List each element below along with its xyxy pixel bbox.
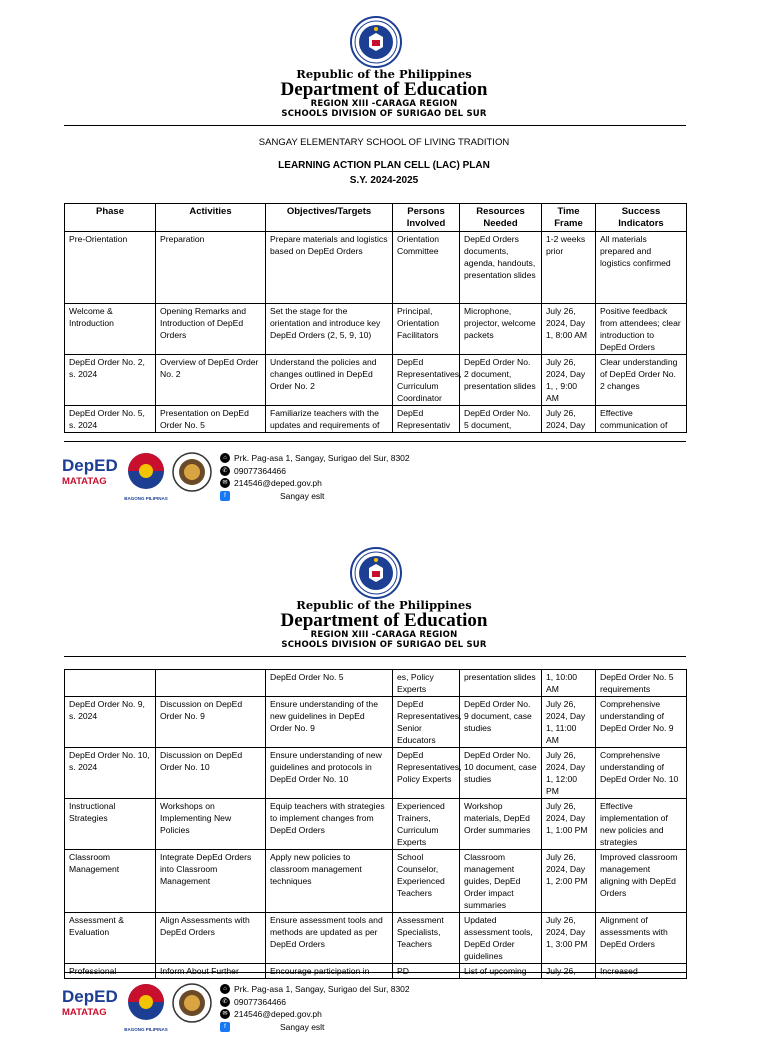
- table-cell: Preparation: [156, 232, 266, 304]
- footer: [60, 979, 700, 1049]
- facebook-icon: f: [220, 1022, 230, 1032]
- deped-logo: DepED MATATAG: [62, 456, 118, 487]
- table-cell: Experienced Trainers, Curriculum Experts: [393, 799, 460, 850]
- facebook-icon: f: [220, 491, 230, 501]
- address-text: Prk. Pag-asa 1, Sangay, Surigao del Sur, 8302: [234, 984, 410, 994]
- lac-plan-table: [64, 203, 687, 433]
- table-row: [65, 799, 687, 850]
- table-cell: Encourage participation in: [266, 964, 393, 979]
- header-republic: Republic of the Philippines: [296, 598, 472, 612]
- school-name: SANGAY ELEMENTARY SCHOOL OF LIVING TRADITION: [258, 137, 510, 148]
- header-region: REGION XIII -CARAGA REGION: [310, 630, 458, 640]
- contact-info: [220, 983, 410, 1033]
- table-cell: Discussion on DepEd Order No. 10: [156, 748, 266, 799]
- table-cell: DepEd Order No. 5: [266, 670, 393, 697]
- bagong-pilipinas-emblem-icon: [124, 451, 168, 491]
- table-cell: Improved classroom management aligning with DepEd Orders: [596, 850, 687, 913]
- email-text: 214546@deped.gov.ph: [234, 1009, 322, 1019]
- table-cell: July 26, 2024, Day 1, 12:00 PM: [542, 748, 596, 799]
- table-cell: Pre-Orientation: [65, 232, 156, 304]
- table-cell: PD: [393, 964, 460, 979]
- document-title: LEARNING ACTION PLAN CELL (LAC) PLAN: [278, 160, 490, 171]
- table-row: [65, 232, 687, 304]
- table-cell: July 26, 2024, Day 1, , 9:00 AM: [542, 355, 596, 406]
- deped-logo: DepED MATATAG: [62, 987, 118, 1018]
- table-cell: Effective communication of: [596, 406, 687, 433]
- table-cell: DepEd Orders documents, agenda, handouts, presentation slides: [460, 232, 542, 304]
- phone-text: 09077364466: [234, 465, 287, 476]
- header-republic: Republic of the Philippines: [296, 67, 472, 81]
- table-cell: Opening Remarks and Introduction of DepEd Orders: [156, 304, 266, 355]
- table-cell: Understand the policies and changes outlined in DepEd Order No. 2: [266, 355, 393, 406]
- table-cell: DepEd Representatives, Curriculum Coordinator: [393, 355, 460, 406]
- table-cell: Ensure assessment tools and methods are updated as per DepEd Orders: [266, 913, 393, 964]
- facebook-text: Sangay eslt: [280, 490, 325, 501]
- table-cell: Inform About Further: [156, 964, 266, 979]
- table-cell: Ensure understanding of new guidelines and protocols in DepEd Order No. 10: [266, 748, 393, 799]
- table-cell: Assessment & Evaluation: [65, 913, 156, 964]
- table-cell: Assessment Specialists, Teachers: [393, 913, 460, 964]
- table-cell: es, Policy Experts: [393, 670, 460, 697]
- table-cell: [156, 670, 266, 697]
- deped-seal-icon: [350, 547, 402, 599]
- table-row: [65, 304, 687, 355]
- table-cell: DepEd Order No. 2, s. 2024: [65, 355, 156, 406]
- column-header: Phase: [65, 204, 156, 232]
- column-header: Time Frame: [542, 204, 596, 232]
- table-cell: Discussion on DepEd Order No. 9: [156, 697, 266, 748]
- table-cell: Comprehensive understanding of DepEd Order No. 9: [596, 697, 687, 748]
- table-header-row: [65, 204, 687, 232]
- school-seal-icon: [172, 452, 212, 492]
- location-icon: ⌂: [220, 453, 230, 463]
- table-cell: All materials prepared and logistics confirmed: [596, 232, 687, 304]
- lac-plan-table-continued: [64, 669, 687, 979]
- table-cell: DepEd Order No. 5 requirements: [596, 670, 687, 697]
- table-cell: Familiarize teachers with the updates and requirements of: [266, 406, 393, 433]
- table-cell: DepEd Order No. 2 document, presentation slides: [460, 355, 542, 406]
- table-cell: July 26, 2024, Day 1, 8:00 AM: [542, 304, 596, 355]
- table-cell: July 26, 2024, Day 1, 11:00 AM: [542, 697, 596, 748]
- email-icon: ✉: [220, 478, 230, 488]
- phone-icon: ✆: [220, 997, 230, 1007]
- phone-icon: ✆: [220, 466, 230, 476]
- bagong-pilipinas-emblem-icon: [124, 982, 168, 1022]
- table-cell: Workshops on Implementing New Policies: [156, 799, 266, 850]
- footer: [60, 448, 700, 518]
- table-cell: Workshop materials, DepEd Order summaries: [460, 799, 542, 850]
- table-cell: Equip teachers with strategies to implement changes from DepEd Orders: [266, 799, 393, 850]
- table-cell: July 26, 2024, Day 1, 2:00 PM: [542, 850, 596, 913]
- table-row: [65, 964, 687, 979]
- table-cell: Apply new policies to classroom management techniques: [266, 850, 393, 913]
- footer-rule: [64, 441, 686, 442]
- location-icon: ⌂: [220, 984, 230, 994]
- table-cell: DepEd Order No. 10, s. 2024: [65, 748, 156, 799]
- table-cell: DepEd Representatives, Senior Educators: [393, 697, 460, 748]
- column-header: Resources Needed: [460, 204, 542, 232]
- table-cell: Updated assessment tools, DepEd Order guidelines: [460, 913, 542, 964]
- table-cell: List of upcoming: [460, 964, 542, 979]
- table-cell: DepEd Order No. 9 document, case studies: [460, 697, 542, 748]
- column-header: Success Indicators: [596, 204, 687, 232]
- table-cell: Prepare materials and logistics based on DepEd Orders: [266, 232, 393, 304]
- table-cell: Classroom management guides, DepEd Order impact summaries: [460, 850, 542, 913]
- school-seal-icon: [172, 983, 212, 1023]
- table-row: [65, 355, 687, 406]
- table-cell: Effective implementation of new policies and strategies: [596, 799, 687, 850]
- header-rule: [64, 125, 686, 126]
- table-cell: Integrate DepEd Orders into Classroom Management: [156, 850, 266, 913]
- table-row: [65, 850, 687, 913]
- table-cell: July 26, 2024, Day 1, 1:00 PM: [542, 799, 596, 850]
- header-division: SCHOOLS DIVISION OF SURIGAO DEL SUR: [281, 640, 487, 650]
- table-cell: Clear understanding of DepEd Order No. 2 changes: [596, 355, 687, 406]
- table-cell: Microphone, projector, welcome packets: [460, 304, 542, 355]
- table-cell: 1-2 weeks prior: [542, 232, 596, 304]
- bagong-pilipinas-logo: BAGONG PILIPINAS: [124, 982, 168, 1032]
- contact-info: [220, 452, 410, 502]
- table-cell: DepEd Representatives, Policy Experts: [393, 748, 460, 799]
- column-header: Objectives/Targets: [266, 204, 393, 232]
- page-2: [0, 531, 768, 1032]
- table-cell: July 26, 2024, Day 1, 3:00 PM: [542, 913, 596, 964]
- table-cell: Set the stage for the orientation and introduce key DepEd Orders (2, 5, 9, 10): [266, 304, 393, 355]
- column-header: Persons Involved: [393, 204, 460, 232]
- table-cell: Comprehensive understanding of DepEd Order No. 10: [596, 748, 687, 799]
- header-department: Department of Education: [280, 79, 488, 100]
- table-cell: Ensure understanding of the new guidelines in DepEd Order No. 9: [266, 697, 393, 748]
- table-row: [65, 670, 687, 697]
- column-header: Activities: [156, 204, 266, 232]
- table-row: [65, 697, 687, 748]
- bagong-pilipinas-logo: BAGONG PILIPINAS: [124, 451, 168, 501]
- table-cell: [65, 670, 156, 697]
- table-cell: July 26, 2024, Day: [542, 406, 596, 433]
- table-cell: Presentation on DepEd Order No. 5: [156, 406, 266, 433]
- table-cell: DepEd Order No. 5, s. 2024: [65, 406, 156, 433]
- facebook-text: Sangay eslt: [280, 1021, 325, 1032]
- table-row: [65, 748, 687, 799]
- table-cell: Alignment of assessments with DepEd Orders: [596, 913, 687, 964]
- footer-rule: [64, 972, 686, 973]
- table-cell: Instructional Strategies: [65, 799, 156, 850]
- address-text: Prk. Pag-asa 1, Sangay, Surigao del Sur, 8302: [234, 453, 410, 463]
- table-cell: School Counselor, Experienced Teachers: [393, 850, 460, 913]
- table-cell: DepEd Representativ: [393, 406, 460, 433]
- table-row: [65, 913, 687, 964]
- header-region: REGION XIII -CARAGA REGION: [310, 99, 458, 109]
- table-cell: DepEd Order No. 9, s. 2024: [65, 697, 156, 748]
- deped-seal-icon: [350, 16, 402, 68]
- table-cell: Increased: [596, 964, 687, 979]
- header-department: Department of Education: [280, 610, 488, 631]
- table-cell: DepEd Order No. 10 document, case studies: [460, 748, 542, 799]
- table-cell: Professional: [65, 964, 156, 979]
- table-cell: Align Assessments with DepEd Orders: [156, 913, 266, 964]
- table-cell: July 26,: [542, 964, 596, 979]
- header-division: SCHOOLS DIVISION OF SURIGAO DEL SUR: [281, 109, 487, 119]
- email-icon: ✉: [220, 1009, 230, 1019]
- phone-text: 09077364466: [234, 996, 287, 1007]
- table-cell: Overview of DepEd Order No. 2: [156, 355, 266, 406]
- table-cell: Welcome & Introduction: [65, 304, 156, 355]
- table-cell: 1, 10:00 AM: [542, 670, 596, 697]
- table-cell: presentation slides: [460, 670, 542, 697]
- table-cell: Orientation Committee: [393, 232, 460, 304]
- header-rule: [64, 656, 686, 657]
- table-cell: Principal, Orientation Facilitators: [393, 304, 460, 355]
- table-cell: Classroom Management: [65, 850, 156, 913]
- table-cell: Positive feedback from attendees; clear introduction to DepEd Orders: [596, 304, 687, 355]
- school-year: S.Y. 2024-2025: [349, 175, 419, 186]
- table-row: [65, 406, 687, 433]
- email-text: 214546@deped.gov.ph: [234, 478, 322, 488]
- table-cell: DepEd Order No. 5 document,: [460, 406, 542, 433]
